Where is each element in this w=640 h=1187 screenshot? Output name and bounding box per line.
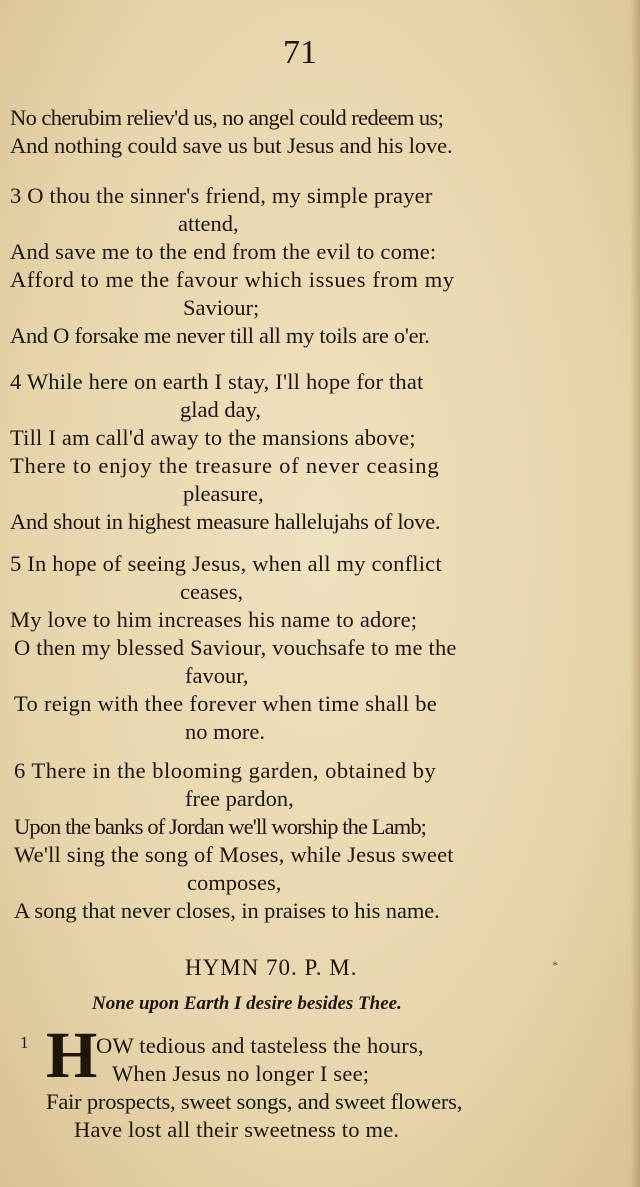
verse-5-wrap: favour, bbox=[185, 663, 249, 688]
stanza-line: And nothing could save us but Jesus and his love. bbox=[10, 133, 453, 158]
page-edge bbox=[630, 0, 640, 1187]
verse-number: 1 bbox=[20, 1033, 29, 1052]
page-number: 71 bbox=[283, 34, 317, 71]
verse-3-line: 3 O thou the sinner's friend, my simple prayer bbox=[10, 183, 433, 208]
verse-5-wrap: no more. bbox=[185, 719, 265, 744]
verse-3-wrap: Saviour; bbox=[183, 295, 260, 320]
verse-6-line: Upon the banks of Jordan we'll worship the Lamb; bbox=[14, 814, 427, 839]
verse-5-line: To reign with thee forever when time shall be bbox=[14, 691, 438, 716]
verse-4-line: Till I am call'd away to the mansions above; bbox=[10, 425, 416, 450]
verse-3-line: And save me to the end from the evil to come: bbox=[10, 239, 437, 264]
hymn-title: HYMN 70. P. M. bbox=[185, 955, 358, 980]
verse-5-line: 5 In hope of seeing Jesus, when all my conflict bbox=[10, 551, 442, 576]
hymn-line: Have lost all their sweetness to me. bbox=[74, 1117, 400, 1142]
verse-5-line: O then my blessed Saviour, vouchsafe to me the bbox=[14, 635, 457, 660]
verse-4-wrap: glad day, bbox=[180, 397, 262, 422]
hymn-line: Fair prospects, sweet songs, and sweet flowers, bbox=[46, 1089, 463, 1114]
printer-mark: * bbox=[552, 958, 558, 972]
verse-4-line: There to enjoy the treasure of never ceasing bbox=[10, 453, 440, 478]
hymn-subtitle: None upon Earth I desire besides Thee. bbox=[92, 993, 402, 1014]
verse-3-line: And O forsake me never till all my toils are o'er. bbox=[10, 323, 430, 348]
verse-6-line: We'll sing the song of Moses, while Jesus sweet bbox=[14, 842, 454, 867]
verse-3-line: Afford to me the favour which issues from my bbox=[10, 267, 455, 292]
verse-6-line: A song that never closes, in praises to his name. bbox=[14, 898, 440, 923]
hymn-line: When Jesus no longer I see; bbox=[112, 1061, 370, 1086]
verse-5-wrap: ceases, bbox=[180, 579, 244, 604]
verse-6-wrap: free pardon, bbox=[185, 786, 294, 811]
verse-4-wrap: pleasure, bbox=[183, 481, 264, 506]
stanza-line: No cherubim reliev'd us, no angel could redeem us; bbox=[10, 105, 444, 130]
hymn-line: OW tedious and tasteless the hours, bbox=[96, 1033, 424, 1058]
verse-5-line: My love to him increases his name to adore; bbox=[10, 607, 418, 632]
verse-4-line: And shout in highest measure hallelujahs of love. bbox=[10, 509, 441, 534]
verse-3-wrap: attend, bbox=[178, 211, 239, 236]
drop-cap: H bbox=[46, 1019, 98, 1092]
verse-6-line: 6 There in the blooming garden, obtained by bbox=[14, 758, 437, 783]
verse-6-wrap: composes, bbox=[187, 870, 282, 895]
verse-4-line: 4 While here on earth I stay, I'll hope for that bbox=[10, 369, 424, 394]
